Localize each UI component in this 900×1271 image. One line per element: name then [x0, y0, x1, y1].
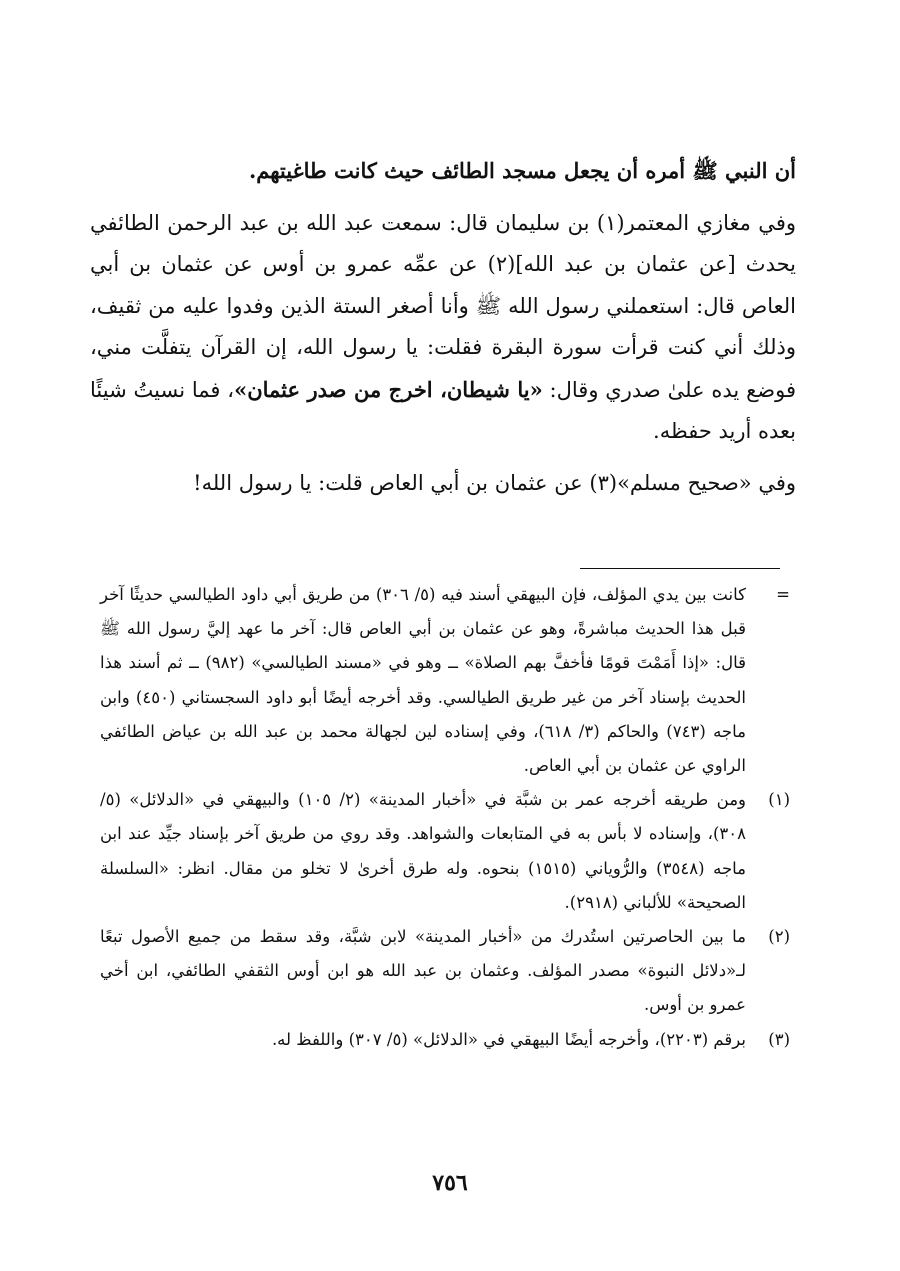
paragraph-2	[90, 203, 796, 453]
footnote-text: برقم (٢٢٠٣)، وأخرجه أيضًا البيهقي في «الدلائل» (٥/ ٣٠٧) واللفظ له.	[271, 1029, 746, 1049]
paragraph-2-text-a: وفي مغازي المعتمر	[624, 210, 796, 235]
footnote-separator	[580, 568, 780, 569]
footnote-mark: (٢)	[768, 927, 790, 947]
footnote-2	[100, 920, 790, 1023]
paragraph-3-text-b: عن عثمان بن أبي العاص قلت: يا رسول الله!	[193, 470, 590, 495]
page-number: ٧٥٦	[432, 1170, 468, 1196]
paragraph-2-text-c: عن عمِّه عمرو بن أوس عن عثمان بن أبي العاص قال: استعملني رسول الله ﷺ وأنا أصغر الستة الذين وفدوا عليه من ثقيف، وذلك أني كنت قرأت سورة البقرة فقلت: يا رسول الله، إن القرآن يتفلَّت مني، فوضع يده علىٰ صدري وقال:	[90, 252, 796, 402]
footnote-1	[100, 783, 790, 920]
footnote-mark: =	[776, 585, 790, 604]
footnote-text: ما بين الحاصرتين استُدرك من «أخبار المدينة» لابن شبَّة، وقد سقط من جميع الأصول تبعًا لـ«دلائل النبوة» مصدر المؤلف. وعثمان بن عبد الله هو ابن أوس الثقفي الطائفي، ابن أخي عمرو بن أوس.	[100, 927, 746, 1015]
footnote-ref-3[interactable]: (٣)	[589, 470, 618, 495]
paragraph-3	[90, 463, 796, 505]
footnote-text: كانت بين يدي المؤلف، فإن البيهقي أسند فيه (٥/ ٣٠٦) من طريق أبي داود الطيالسي حديثًا آخر قبل هذا الحديث مباشرةً، وهو عن عثمان بن أبي العاص قال: آخر ما عهد إليَّ رسول الله ﷺ قال: «إذا أَمَمْتَ قومًا فأخفَّ بهم الصلاة» ــ وهو في «مسند الطيالسي» (٩٨٢) ــ ثم أسند هذا الحديث بإسناد آخر من غير طريق الطيالسي. وقد أخرجه أيضًا أبو داود السجستاني (٤٥٠) وابن ماجه (٧٤٣) والحاكم (٣/ ٦١٨)، وفي إسناده لين لجهالة محمد بن عبد الله بن عياض الطائفي الراوي عن عثمان بن أبي العاص.	[100, 585, 747, 776]
footnote-ref-2[interactable]: (٢)	[487, 252, 516, 276]
footnote-text: ومن طريقه أخرجه عمر بن شبَّة في «أخبار المدينة» (٢/ ١٠٥) والبيهقي في «الدلائل» (٥/ ٣٠٨)، وإسناده لا بأس به في المتابعات والشواهد. وقد روي من طريق آخر بإسناد جيِّد عند ابن ماجه (٣٥٤٨) والرُّوياني (١٥١٥) بنحوه. وله طرق أخرىٰ لا تخلو من مقال. انظر: «السلسلة الصحيحة» للألباني (٢٩١٨).	[100, 790, 747, 912]
quoted-hadith: «يا شيطان، اخرج من صدر عثمان»	[234, 376, 543, 402]
main-text	[90, 150, 796, 514]
paragraph-1-text: أن النبي ﷺ أمره أن يجعل مسجد الطائف حيث كانت طاغيتهم.	[248, 158, 796, 183]
paragraph-3-text-a: وفي «صحيح مسلم»	[617, 470, 796, 495]
footnote-mark: (١)	[768, 790, 790, 810]
footnotes	[100, 578, 790, 1057]
paragraph-2-text-d: ، فما نسيتُ شيئًا بعده أريد حفظه.	[90, 377, 796, 443]
footnote-mark: (٣)	[768, 1029, 790, 1049]
footnote-ref-1[interactable]: (١)	[596, 210, 625, 235]
paragraph-1	[90, 150, 796, 193]
footnote-3	[100, 1023, 790, 1057]
footnote-continued	[100, 578, 790, 783]
paragraph-2-text-b: بن سليمان قال: سمعت عبد الله بن عبد الرحمن الطائفي يحدث [عن عثمان بن عبد الله]	[90, 210, 796, 276]
